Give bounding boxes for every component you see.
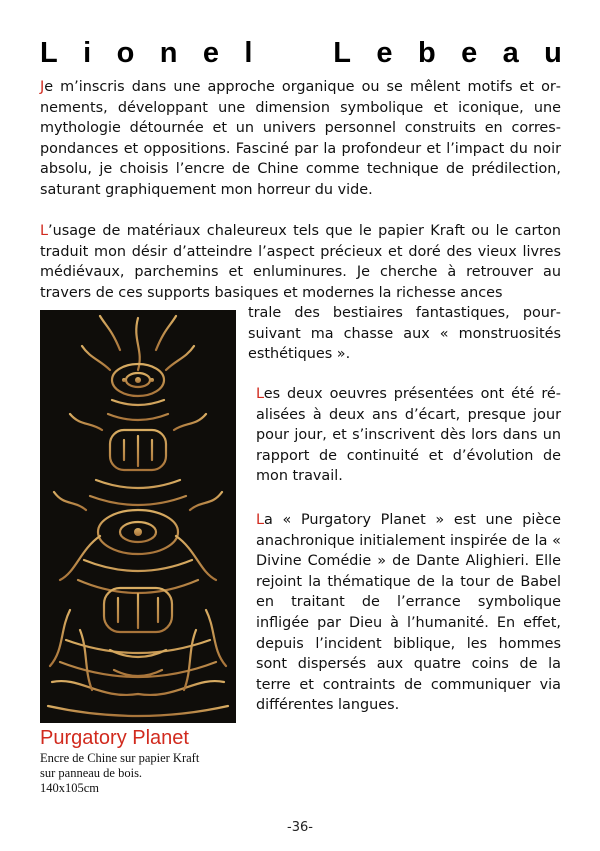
title-space (278, 38, 308, 68)
artwork-title: Purgatory Planet (40, 727, 189, 749)
paragraph-materials-continuation (248, 303, 561, 365)
title-letter: L (40, 37, 58, 69)
title-letter: o (116, 37, 135, 69)
paragraph-text: trale des bestiaires fantastiques, poursuivant ma chasse aux « monstruosités esthétiques ». (248, 305, 561, 363)
title-letter: a (502, 37, 519, 69)
title-letter: n (159, 37, 178, 69)
artwork-medium: Encre de Chine sur papier Kraft (40, 751, 200, 765)
title-letter: i (83, 37, 92, 69)
title-letter: L (333, 37, 351, 69)
title-letter: e (461, 37, 478, 69)
title-letter: e (376, 37, 393, 69)
artwork-illustration (40, 310, 236, 723)
paragraph-text: ’usage de matériaux chaleureux tels que le papier Kraft ou le carton traduit mon désir d’atteindre l’aspect précieux et doré des vieux livres médiévaux, parchemins et enluminures. Je cherche à retrouver au travers de ces supports basiques et modernes la richesse ances (40, 223, 561, 301)
drop-letter: L (256, 512, 265, 528)
title-letter: e (202, 37, 219, 69)
title-letter: b (417, 37, 436, 69)
paragraph-purgatory-planet (256, 510, 561, 716)
paragraph-text: a « Purgatory Planet » est une pièce anachronique initialement inspirée de la « Divine Comédie » de Dante Alighieri. Elle rejoint la thématique de la tour de Babel en traitant de l’errance symbolique infligée par Dieu à l’humanité. En effet, depuis l’incident biblique, les hommes sont dispersés aux quatre coins de la terre et contraints de communiquer via différentes langues. (256, 512, 561, 714)
drop-letter: L (256, 386, 264, 402)
page-number: -36- (287, 820, 313, 835)
paragraph-intro (40, 77, 561, 201)
paragraph-text: es deux oeuvres présentées ont été réalisées à deux ans d’écart, presque jour pour jour, et s’inscrivent dès lors dans un rapport de continuité et d’évolution de mon travail. (256, 386, 561, 485)
title-letter: l (244, 37, 253, 69)
title-letter: u (544, 37, 562, 69)
artwork-support: sur panneau de bois. (40, 766, 143, 780)
artist-name-title (40, 38, 562, 68)
artwork-image (40, 310, 236, 723)
paragraph-two-works (256, 384, 561, 487)
paragraph-text: e m’inscris dans une approche organique ou se mêlent motifs et ornements, développant une dimension symbolique et iconique, une mythologie détournée et un univers personnel construits en correspondances et oppositions. Fasciné par la profondeur et l’impact du noir absolu, je choisis l’encre de Chine comme technique de prédilection, saturant graphiquement mon horreur du vide. (40, 79, 561, 198)
drop-letter: J (40, 79, 45, 95)
paragraph-materials (40, 221, 561, 303)
drop-letter: L (40, 223, 49, 239)
artwork-dimensions: 140x105cm (40, 781, 100, 795)
